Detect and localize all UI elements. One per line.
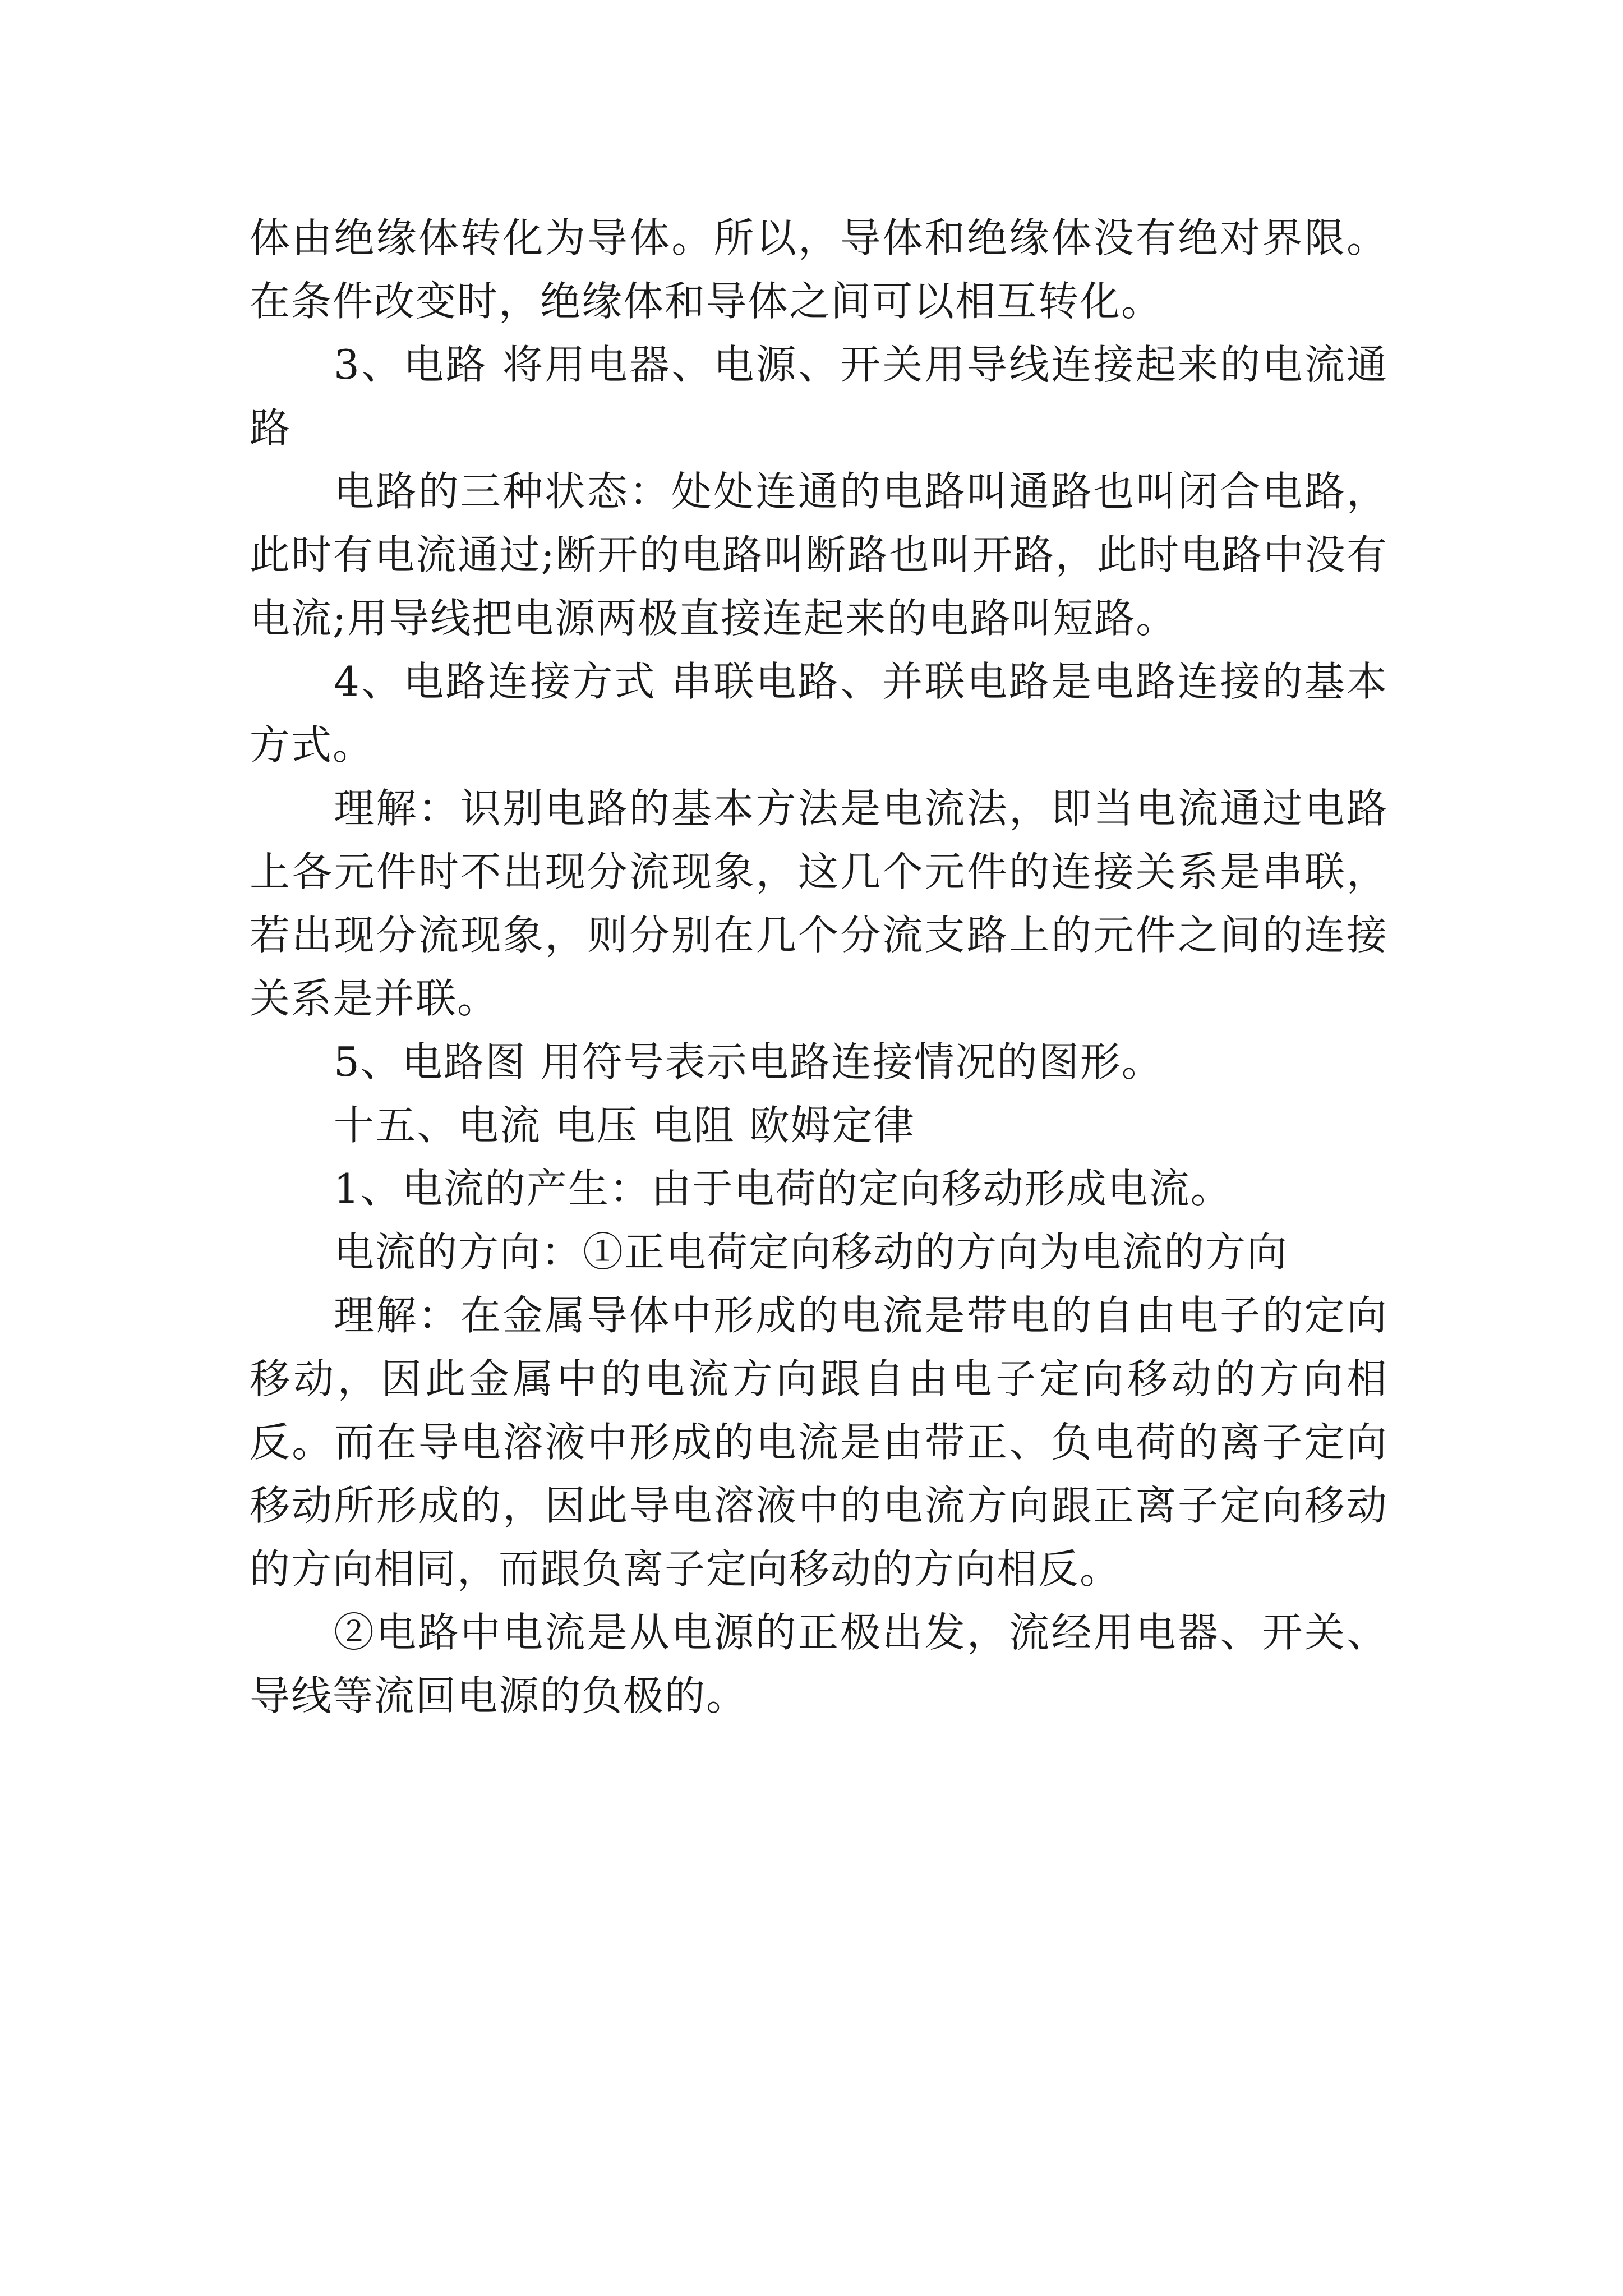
paragraph-circuit-diagram: 5、电路图 用符号表示电路连接情况的图形。 bbox=[334, 1038, 1163, 1085]
paragraph-understanding-direction: 理解：在金属导体中形成的电流是带电的自由电子的定向移动，因此金属中的电流方向跟自由电子定向移动的方向相反。而在导电溶液中形成的电流是由带正、负电荷的离子定向移动所形成的，因此导电溶液中的电流方向跟正离子定向移动的方向相同，而跟负离子定向移动的方向相反。 bbox=[250, 1292, 1388, 1593]
paragraph-continuation: 体由绝缘体转化为导体。所以，导体和绝缘体没有绝对界限。在条件改变时，绝缘体和导体之间可以相互转化。 bbox=[250, 214, 1388, 325]
section-heading-fifteen: 十五、电流 电压 电阻 欧姆定律 bbox=[334, 1102, 915, 1149]
paragraph-connection-methods: 4、电路连接方式 串联电路、并联电路是电路连接的基本方式。 bbox=[250, 658, 1388, 769]
paragraph-current-direction: 电流的方向：①正电荷定向移动的方向为电流的方向 bbox=[334, 1228, 1289, 1276]
paragraph-understanding-current-method: 理解：识别电路的基本方法是电流法，即当电流通过电路上各元件时不出现分流现象，这几个元件的连接关系是串联，若出现分流现象，则分别在几个分流支路上的元件之间的连接关系是并联。 bbox=[250, 785, 1388, 1022]
body-text bbox=[250, 206, 1388, 1728]
paragraph-circuit-states: 电路的三种状态：处处连通的电路叫通路也叫闭合电路，此时有电流通过;断开的电路叫断路也叫开路，此时电路中没有电流;用导线把电源两极直接连起来的电路叫短路。 bbox=[250, 468, 1388, 642]
paragraph-current-generation: 1、电流的产生：由于电荷的定向移动形成电流。 bbox=[334, 1165, 1232, 1212]
paragraph-current-flow: ②电路中电流是从电源的正极出发，流经用电器、开关、导线等流回电源的负极的。 bbox=[250, 1609, 1388, 1719]
paragraph-circuit-definition: 3、电路 将用电器、电源、开关用导线连接起来的电流通路 bbox=[250, 341, 1388, 452]
